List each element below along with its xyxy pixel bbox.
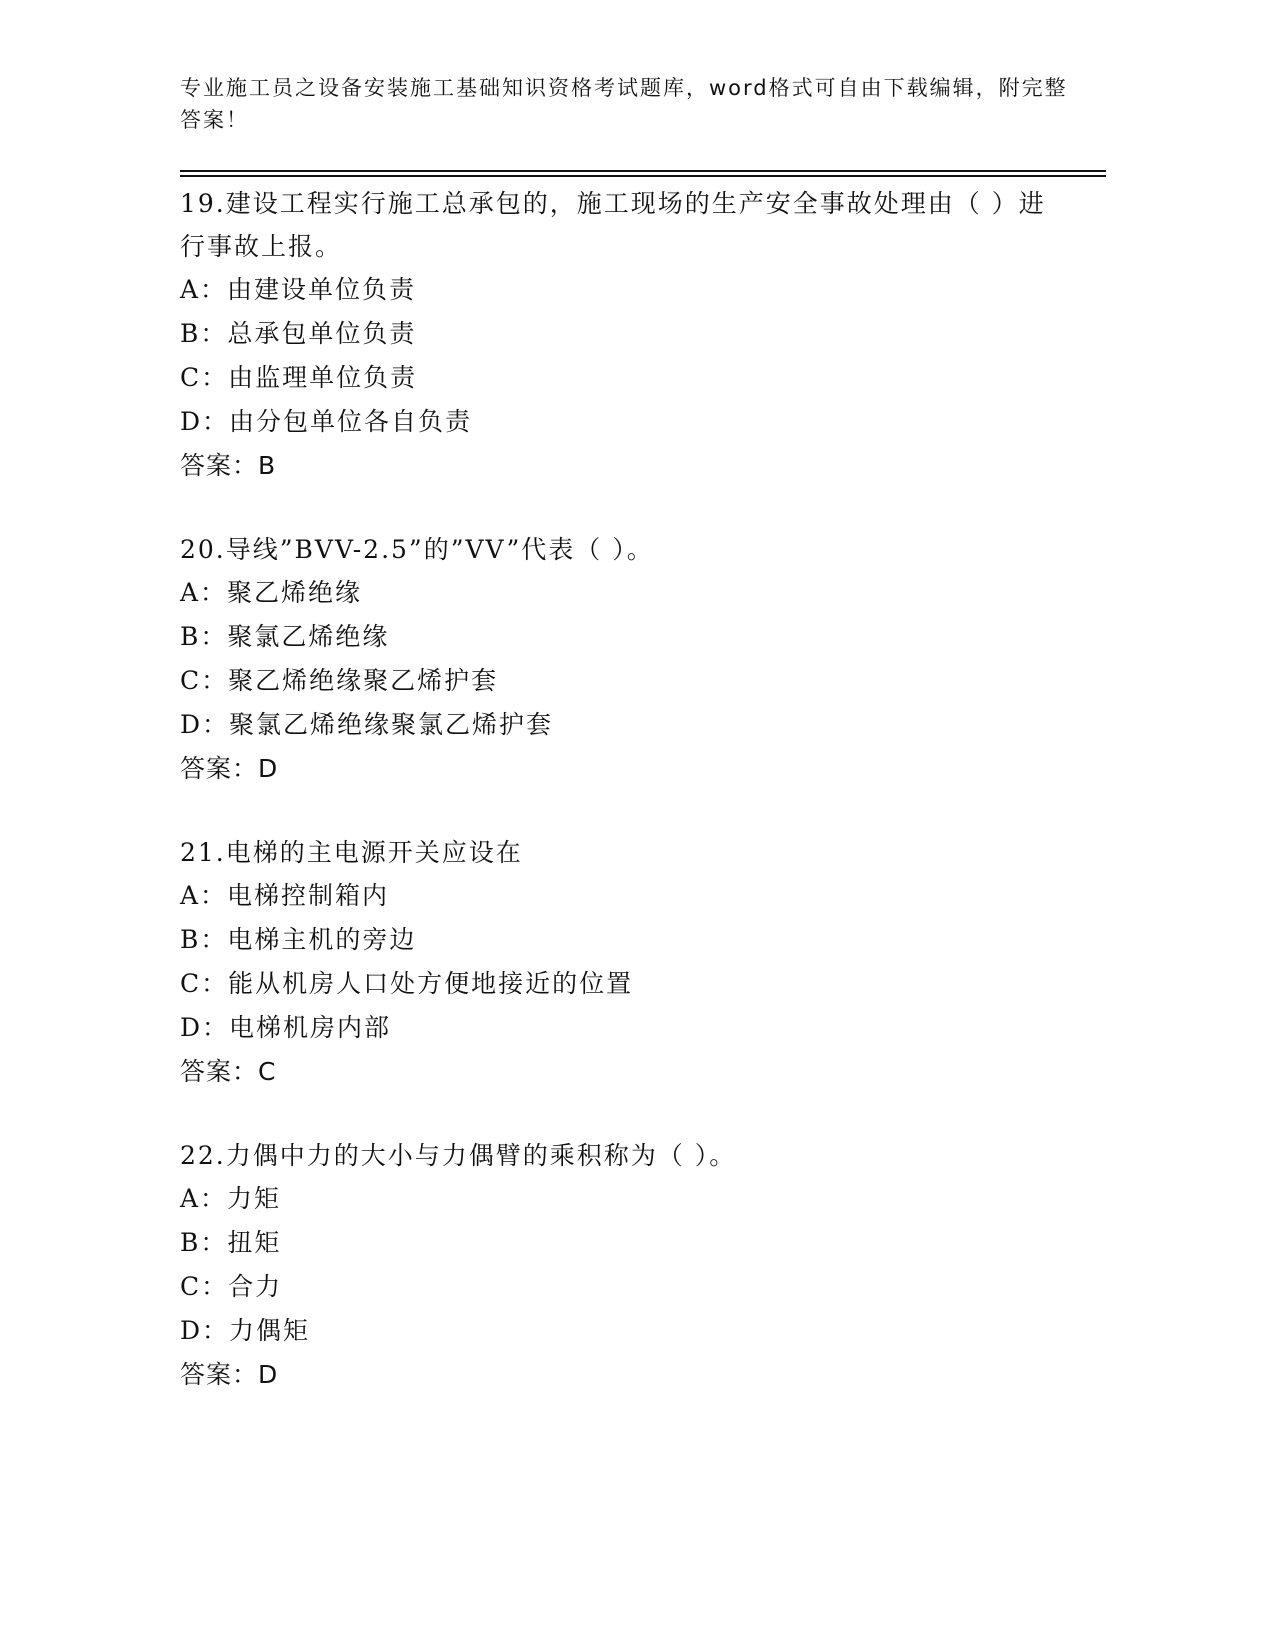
option-c: C：聚乙烯绝缘聚乙烯护套 [180,666,499,695]
question-stem: 22.力偶中力的大小与力偶臂的乘积称为（ ）。 [180,1141,737,1170]
question-19 [180,182,1060,488]
answer: 答案：D [180,1360,279,1389]
question-20 [180,528,1060,791]
option-c: C：由监理单位负责 [180,363,418,392]
option-d: D：电梯机房内部 [180,1013,392,1042]
question-stem: 19.建设工程实行施工总承包的，施工现场的生产安全事故处理由（ ）进行事故上报。 [180,189,1046,261]
header-divider-top [180,170,1106,172]
option-d: D：力偶矩 [180,1316,311,1345]
option-a: A：聚乙烯绝缘 [180,578,363,607]
option-c: C：能从机房人口处方便地接近的位置 [180,969,634,998]
option-a: A：力矩 [180,1184,282,1213]
option-b: B：扭矩 [180,1228,282,1257]
option-d: D：聚氯乙烯绝缘聚氯乙烯护套 [180,710,554,739]
option-b: B：聚氯乙烯绝缘 [180,622,390,651]
question-22 [180,1134,1060,1397]
option-d: D：由分包单位各自负责 [180,407,473,436]
answer: 答案：C [180,1057,277,1086]
option-b: B：总承包单位负责 [180,319,417,348]
answer: 答案：D [180,754,279,783]
question-list [180,182,1060,1437]
header-divider-bottom [180,175,1106,177]
answer: 答案：B [180,451,277,480]
document-header: 专业施工员之设备安装施工基础知识资格考试题库，word格式可自由下载编辑，附完整答案！ [180,76,1068,132]
question-stem: 21.电梯的主电源开关应设在 [180,838,523,867]
question-stem: 20.导线”BVV-2.5”的”VV”代表（ ）。 [180,535,654,564]
option-c: C：合力 [180,1272,283,1301]
question-21 [180,831,1060,1094]
option-a: A：电梯控制箱内 [180,881,390,910]
option-b: B：电梯主机的旁边 [180,925,417,954]
option-a: A：由建设单位负责 [180,275,417,304]
